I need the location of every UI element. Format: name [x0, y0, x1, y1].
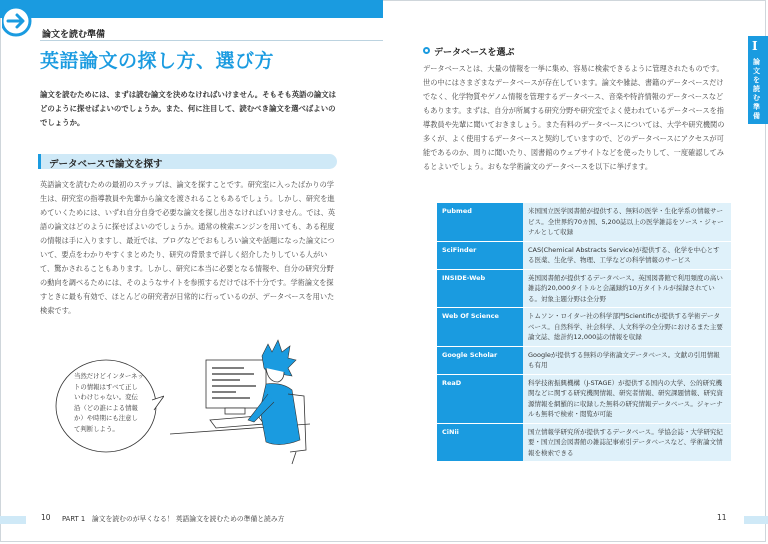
database-name: INSIDE-Web — [437, 269, 523, 308]
page-number-left: 10 — [41, 513, 51, 522]
section-body: 英語論文を読むための最初のステップは、論文を探すことです。研究室に入ったばかりの学生は、研究室の指導教員や先輩から論文を渡されることもあるでしょう。しかし、研究を進めていくためには、いずれ自分自身で必要な論文を探し出さなければいけません。では、英語の論文はどのように探せばよいのでしょうか。通常の検索エンジンを用いても、ある程度の情報は手に入りますし、最近では、ブログなどでおもしろい論文や話題になった論文について、要点をわかりやすくまとめたり、研究の背景まで詳しく紹介したりしている人がいて、驚かされることもあります。しかし、研究に本当に必要となる情報や、自分の研究分野の動向を調べるためには、そのようなサイトを参照するだけでは不十分です。学術論文を探すときに最も有効で、ほとんどの研究者が日常的に行っているのが、データベースを用いた検索です。 — [40, 180, 336, 315]
database-description: 科学技術振興機構（J-STAGE）が提供する国内の大学、公的研究機関などに関する研究機関情報、研究者情報、研究課題情報、研究資源情報を網羅的に収録した無料の研究情報データベース。ジャーナルも無料で検索・閲覧が可能 — [523, 374, 731, 423]
section-body-right: データベースとは、大量の情報を一挙に集め、容易に検索できるように管理されたものです。世の中にはさまざまなデータベースが存在しています。論文や雑誌、書籍のデータベースだけでなく、化学物質やゲノム情報を管理するデータベース、音楽や特許情報のデータベースなどもあります。まずは、自分が所属する研究分野や研究室でよく使われているデータベースを指導教員や先輩に聞いておきましょう。また有料のデータベースについては、大学や研究機関の多くが、よく使用するデータベースと契約していますので、どのデータベースにアクセスが可能であるのか、周りに聞いたり、図書館のウェブサイトなどを使ったりして、一度確認してみるとよいでしょう。おもな学術論文のデータベースを以下に挙げます。 — [423, 64, 725, 171]
page-number-right: 11 — [717, 513, 727, 522]
database-name: ReaD — [437, 374, 523, 423]
intro-text: 論文を読むためには、まずは読む論文を決めなければいけません。そもそも英語の論文はどのように探せばよいのでしょうか。また、何に注目して、読むべき論文を選べばよいのでしょうか。 — [40, 90, 337, 127]
person-at-computer-illustration — [170, 330, 310, 465]
page-title: 英語論文の探し方、選び方 — [40, 50, 275, 72]
section-heading-box — [38, 154, 337, 169]
database-description: 国立情報学研究所が提供するデータベース。学協会誌・大学研究紀要・国立国会図書館の雑誌記事索引データベースなど、学術論文情報を検索できる — [523, 423, 731, 461]
database-name: Web Of Science — [437, 308, 523, 347]
chapter-rule — [40, 40, 383, 41]
database-name: Google Scholar — [437, 346, 523, 374]
database-description: 英国図書館が提供するデータベース。英国図書館で利用頻度の高い雑誌約20,000タイトルと会議録約10万タイトルが採録されている。対象主題分野は全分野 — [523, 269, 731, 308]
section-heading-right-wrap — [423, 45, 515, 58]
bottom-tab-left — [0, 516, 26, 524]
database-description: 米国国立医学図書館が提供する、無料の医学・生化学系の情報サービス。全世界約70カ国、5,200誌以上の医学雑誌をソース・ジャーナルとして収録 — [523, 203, 731, 242]
database-name: Pubmed — [437, 203, 523, 242]
database-description: Googleが提供する無料の学術論文データベース。文献の引用情報も有用 — [523, 346, 731, 374]
speech-bubble-text: 当然だけどインターネットの情報はすべて正しいわけじゃない。変伝沿（どの誰による情報か）や時期にも注意して判断しよう。 — [74, 372, 144, 433]
table-row — [437, 423, 731, 461]
section-heading: データベースで論文を探す — [49, 159, 163, 170]
side-tab-number: I — [752, 39, 758, 53]
database-description: CAS(Chemical Abstracts Service)が提供する、化学を中心とする医薬、生化学、物理、工学などの科学情報のサービス — [523, 241, 731, 269]
running-footer: PART 1 論文を読むのが早くなる！ 英語論文を読むための準備と読み方 — [62, 515, 285, 523]
table-row — [437, 269, 731, 308]
top-color-band — [0, 0, 383, 18]
bottom-tab-right — [744, 516, 768, 524]
side-tab-label: 論文を読む準備 — [753, 58, 760, 120]
table-row — [437, 374, 731, 423]
database-name: CiNii — [437, 423, 523, 461]
database-name: SciFinder — [437, 241, 523, 269]
arrow-right-icon — [2, 4, 36, 38]
table-row — [437, 308, 731, 347]
database-description: トムソン・ロイター社の科学部門Scientificが提供する学術データベース。自然科学、社会科学、人文科学の全分野におけるまた主要論文誌、総計約12,000誌の情報を収録 — [523, 308, 731, 347]
table-row — [437, 203, 731, 242]
section-heading-right: データベースを選ぶ — [434, 48, 515, 58]
table-row — [437, 346, 731, 374]
table-row — [437, 241, 731, 269]
database-table — [437, 202, 731, 461]
chapter-side-tab — [748, 36, 768, 124]
chapter-label: 論文を読む準備 — [42, 30, 106, 40]
